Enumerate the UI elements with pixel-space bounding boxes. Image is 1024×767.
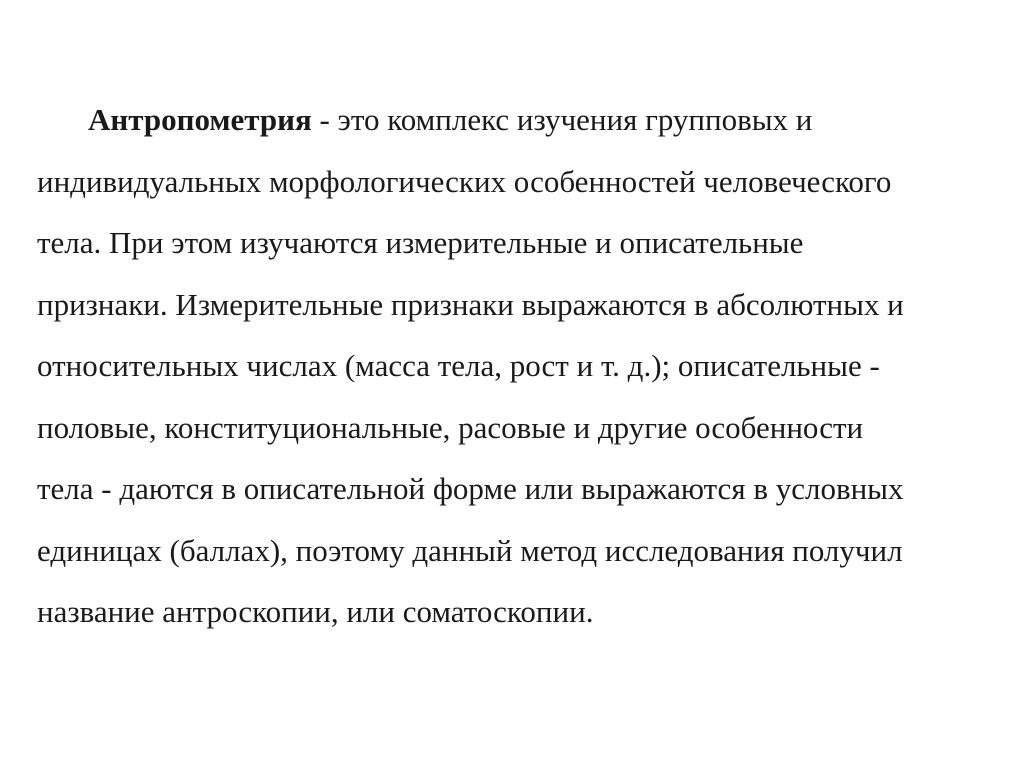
defined-term: Антропометрия: [88, 102, 312, 137]
text-line-2: индивидуальных морфологических особенностей человеческого: [37, 163, 892, 199]
text-line-7: тела - даются в описательной форме или выражаются в условных: [37, 471, 904, 506]
text-line-5: относительных числах (масса тела, рост и т. д.); описательные -: [37, 348, 880, 383]
text-line-1: [37, 89, 1012, 151]
body-paragraph: [37, 89, 1012, 643]
text-line-8: единицах (баллах), поэтому данный метод исследования получил: [37, 532, 903, 568]
text-line-6: половые, конституциональные, расовые и другие особенности: [37, 409, 864, 445]
text-line-3: тела. При этом изучаются измерительные и описательные: [37, 225, 804, 260]
text-line-4: признаки. Измерительные признаки выражаются в абсолютных и: [37, 286, 904, 322]
text-line-9: название антроскопии, или соматоскопии.: [37, 594, 594, 629]
text-line-1-rest: - это комплекс изучения групповых и: [311, 102, 813, 137]
